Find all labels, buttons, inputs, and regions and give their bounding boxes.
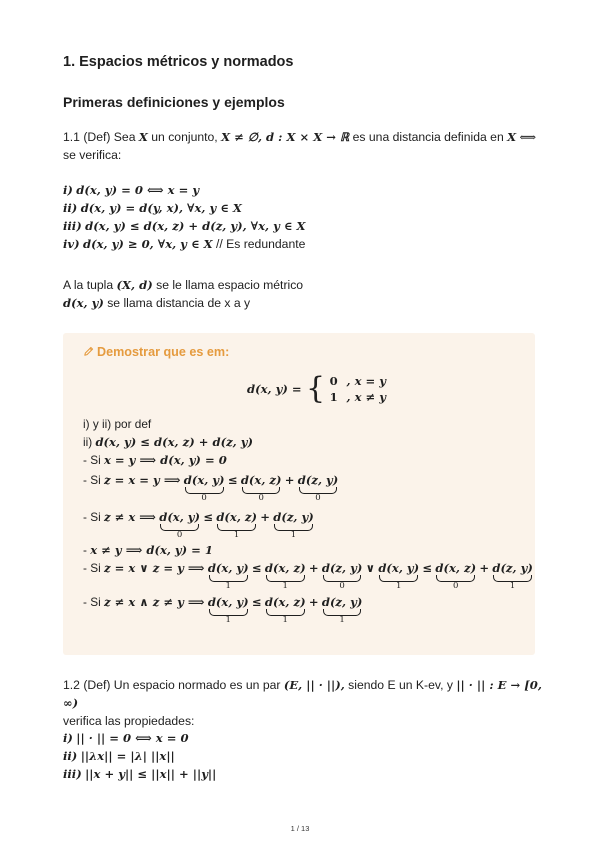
underbrace-term: d(x, z) 1 xyxy=(264,595,306,625)
definition-1-2: 1.2 (Def) Un espacio normado es un par (E, || · ||), siendo E un K-ev, y || · || : E → [0, ∞) verifica las propiedades: xyxy=(63,678,542,728)
pencil-icon xyxy=(83,346,94,357)
norm-axioms xyxy=(63,729,216,783)
page-title: 1. Espacios métricos y normados xyxy=(63,54,294,70)
underbrace-term: d(x, z) 0 xyxy=(435,561,477,591)
proof-line-4: - Si z = x = y ⟹ d(x, y) 0 ≤ d(x, z) 0 + d(z, y) 0 xyxy=(83,473,339,503)
proof-line-2: ii) d(x, y) ≤ d(x, z) + d(z, y) xyxy=(83,435,253,449)
underbrace-term: d(z, y) 0 xyxy=(297,473,339,503)
proof-line-1: i) y ii) por def xyxy=(83,417,152,431)
callout-title: Demostrar que es em: xyxy=(83,345,229,359)
axiom-4: iv) d(x, y) ≥ 0, ∀x, y ∈ X // Es redundante xyxy=(63,237,306,251)
norm-axiom-2: ii) ||λx|| = |λ| ||x|| xyxy=(63,749,175,763)
axiom-2: ii) d(x, y) = d(y, x), ∀x, y ∈ X xyxy=(63,201,242,215)
section-title: Primeras definiciones y ejemplos xyxy=(63,94,285,110)
proof-line-7: - Si z = x ∨ z = y ⟹ d(x, y) 1 ≤ d(x, z) 1 + d(z, y) 0 ∨ d(x, y) 1 ≤ d(x, z) 0 + d(z, y) 1 xyxy=(83,561,533,591)
metric-axioms xyxy=(63,181,305,253)
display-formula: d(x, y) = { 0 , x = y 1 , x ≠ y xyxy=(247,371,387,406)
underbrace-term: d(x, y) 1 xyxy=(378,561,420,591)
proof-line-5: - Si z ≠ x ⟹ d(x, y) 0 ≤ d(x, z) 1 + d(z, y) 1 xyxy=(83,510,314,540)
underbrace-term: d(x, y) 1 xyxy=(207,595,249,625)
page-number: 1 / 13 xyxy=(290,824,310,833)
axiom-3: iii) d(x, y) ≤ d(x, z) + d(z, y), ∀x, y ∈ X xyxy=(63,219,306,233)
underbrace-term: d(x, z) 1 xyxy=(264,561,306,591)
metric-space-definition: A la tupla (X, d) se le llama espacio métrico d(x, y) se llama distancia de x a y xyxy=(63,278,304,310)
underbrace-term: d(x, y) 0 xyxy=(159,510,201,540)
norm-axiom-1: i) || · || = 0 ⟺ x = 0 xyxy=(63,731,189,745)
underbrace-term: d(x, z) 0 xyxy=(240,473,282,503)
underbrace-term: d(x, y) 0 xyxy=(183,473,225,503)
proof-callout xyxy=(63,333,535,655)
proof-line-6: - x ≠ y ⟹ d(x, y) = 1 xyxy=(83,543,214,557)
underbrace-term: d(z, y) 1 xyxy=(273,510,314,540)
norm-axiom-3: iii) ||x + y|| ≤ ||x|| + ||y|| xyxy=(63,767,217,781)
underbrace-term: d(x, y) 1 xyxy=(207,561,249,591)
axiom-1: i) d(x, y) = 0 ⟺ x = y xyxy=(63,183,200,197)
underbrace-term: d(z, y) 1 xyxy=(321,595,363,625)
proof-line-3: - Si x = y ⟹ d(x, y) = 0 xyxy=(83,453,227,467)
definition-1-1: 1.1 (Def) Sea X un conjunto, X ≠ ∅, d : X × X → ℝ es una distancia definida en X ⟺ se verifica: xyxy=(63,130,537,162)
underbrace-term: d(x, z) 1 xyxy=(216,510,257,540)
underbrace-term: d(z, y) 0 xyxy=(321,561,363,591)
underbrace-term: d(z, y) 1 xyxy=(492,561,533,591)
proof-line-8: - Si z ≠ x ∧ z ≠ y ⟹ d(x, y) 1 ≤ d(x, z) 1 + d(z, y) 1 xyxy=(83,595,363,625)
